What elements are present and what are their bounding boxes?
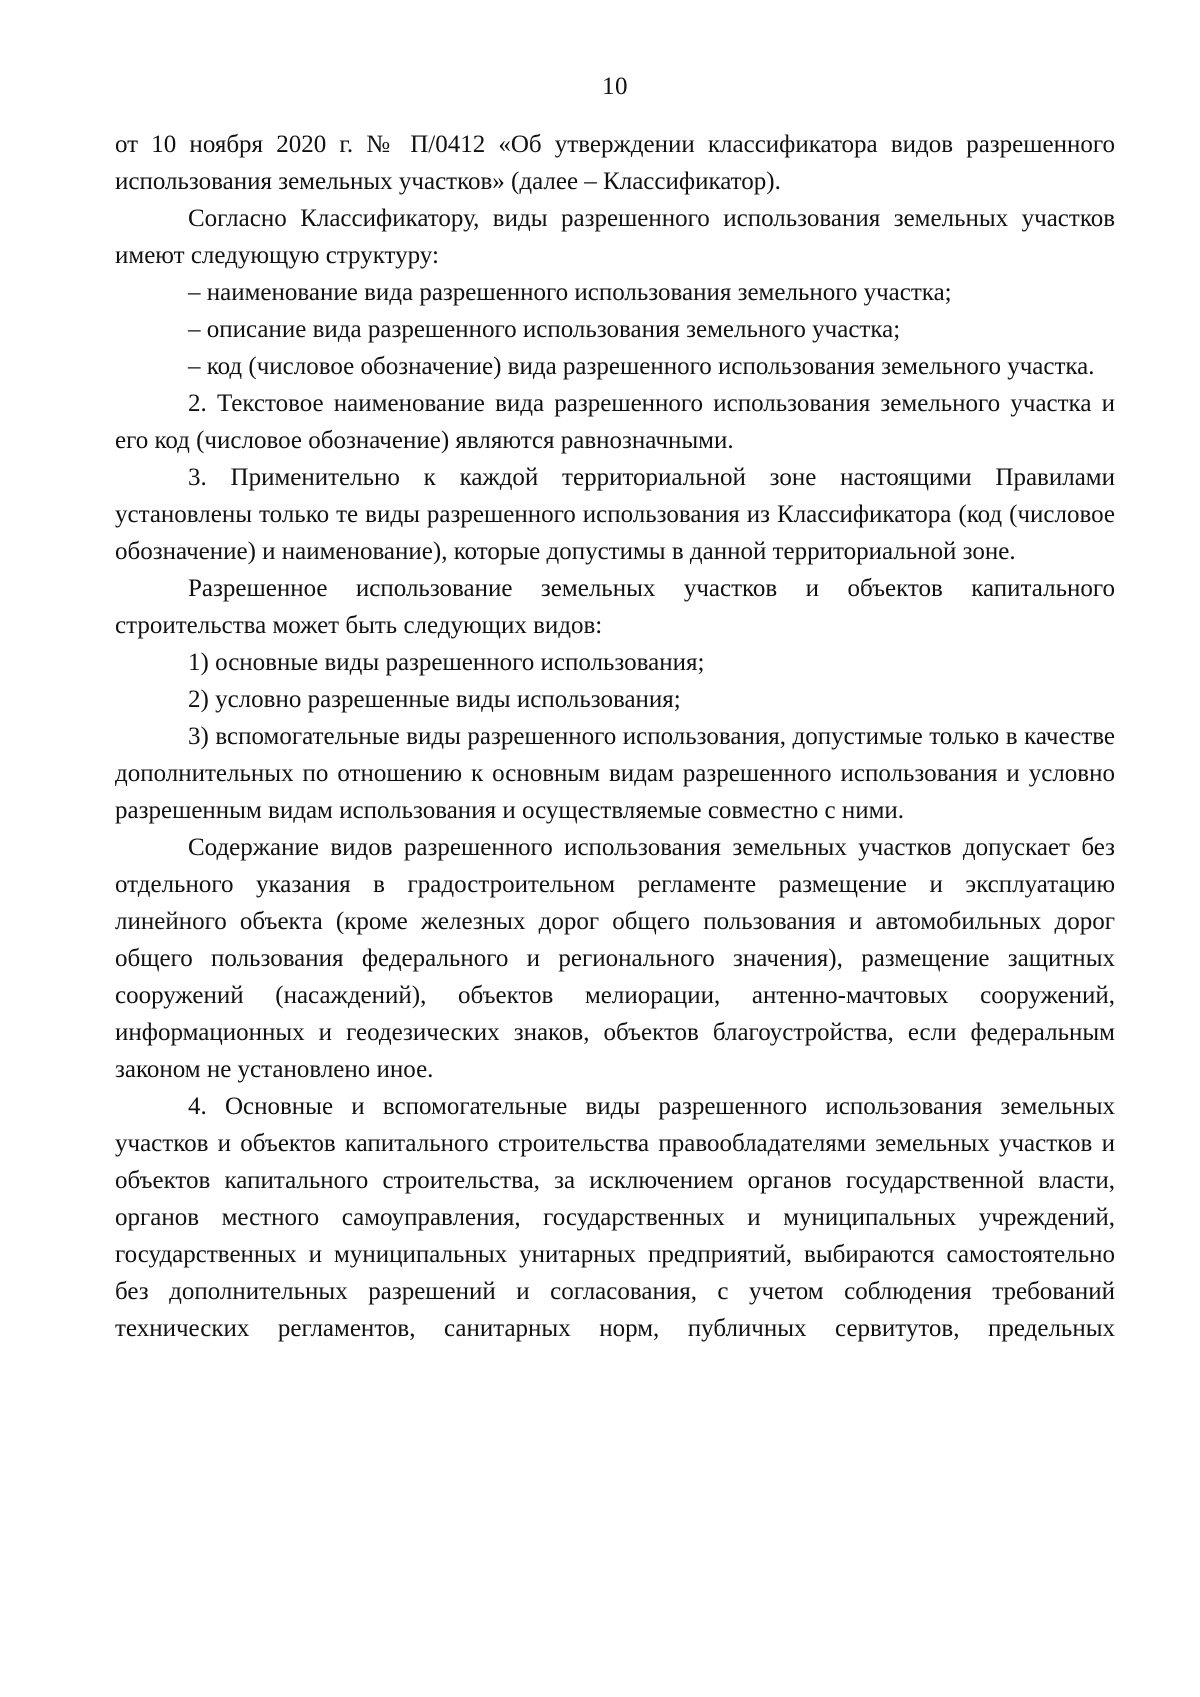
paragraph-content-of-types: Содержание видов разрешенного использования земельных участков допускает без отдельного указания в градостроительном регламенте размещение и эксплуатацию линейного объекта (кроме железных дорог общего пользования и автомобильных дорог общего пользования федерального и регионального значения), размещение защитных сооружений (насаждений), объектов мелиорации, антенно-мачтовых сооружений, информационных и геодезических знаков, объектов благоустройства, если федеральным законом не установлено иное.: [115, 834, 1115, 1083]
list-item-main-types: 1) основные виды разрешенного использования;: [188, 649, 705, 676]
list-item-description: – описание вида разрешенного использования земельного участка;: [188, 316, 901, 343]
paragraph-item-2: 2. Текстовое наименование вида разрешенного использования земельного участка и его код (числовое обозначение) являются равнозначными.: [115, 390, 1115, 454]
paragraph-structure-intro: Согласно Классификатору, виды разрешенного использования земельных участков имеют следующую структуру:: [115, 205, 1115, 269]
paragraph-usage-types: Разрешенное использование земельных участков и объектов капитального строительства может быть следующих видов:: [115, 575, 1115, 639]
list-item-conditional-types: 2) условно разрешенные виды использования;: [188, 686, 681, 713]
document-body: [115, 126, 1115, 1347]
paragraph-continuation: от 10 ноября 2020 г. № П/0412 «Об утверждении классификатора видов разрешенного использования земельных участков» (далее – Классификатор).: [115, 131, 1115, 195]
document-page: [115, 72, 1115, 1347]
list-item-code: – код (числовое обозначение) вида разрешенного использования земельного участка.: [188, 353, 1095, 380]
page-number: 10: [602, 73, 628, 100]
paragraph-item-4: 4. Основные и вспомогательные виды разрешенного использования земельных участков и объектов капитального строительства правообладателями земельных участков и объектов капитального строительства, за исключением органов государственной власти, органов местного самоуправления, государственных и муниципальных учреждений, государственных и муниципальных унитарных предприятий, выбираются самостоятельно без дополнительных разрешений и согласования, с учетом соблюдения требований технических регламентов, санитарных норм, публичных сервитутов, предельных: [115, 1093, 1115, 1342]
paragraph-item-3: 3. Применительно к каждой территориальной зоне настоящими Правилами установлены только те виды разрешенного использования из Классификатора (код (числовое обозначение) и наименование), которые допустимы в данной территориальной зоне.: [115, 464, 1115, 565]
list-item-name: – наименование вида разрешенного использования земельного участка;: [188, 279, 952, 306]
list-item-auxiliary-types: 3) вспомогательные виды разрешенного использования, допустимые только в качестве дополнительных по отношению к основным видам разрешенного использования и условно разрешенным видам использования и осуществляемые совместно с ними.: [115, 723, 1115, 824]
